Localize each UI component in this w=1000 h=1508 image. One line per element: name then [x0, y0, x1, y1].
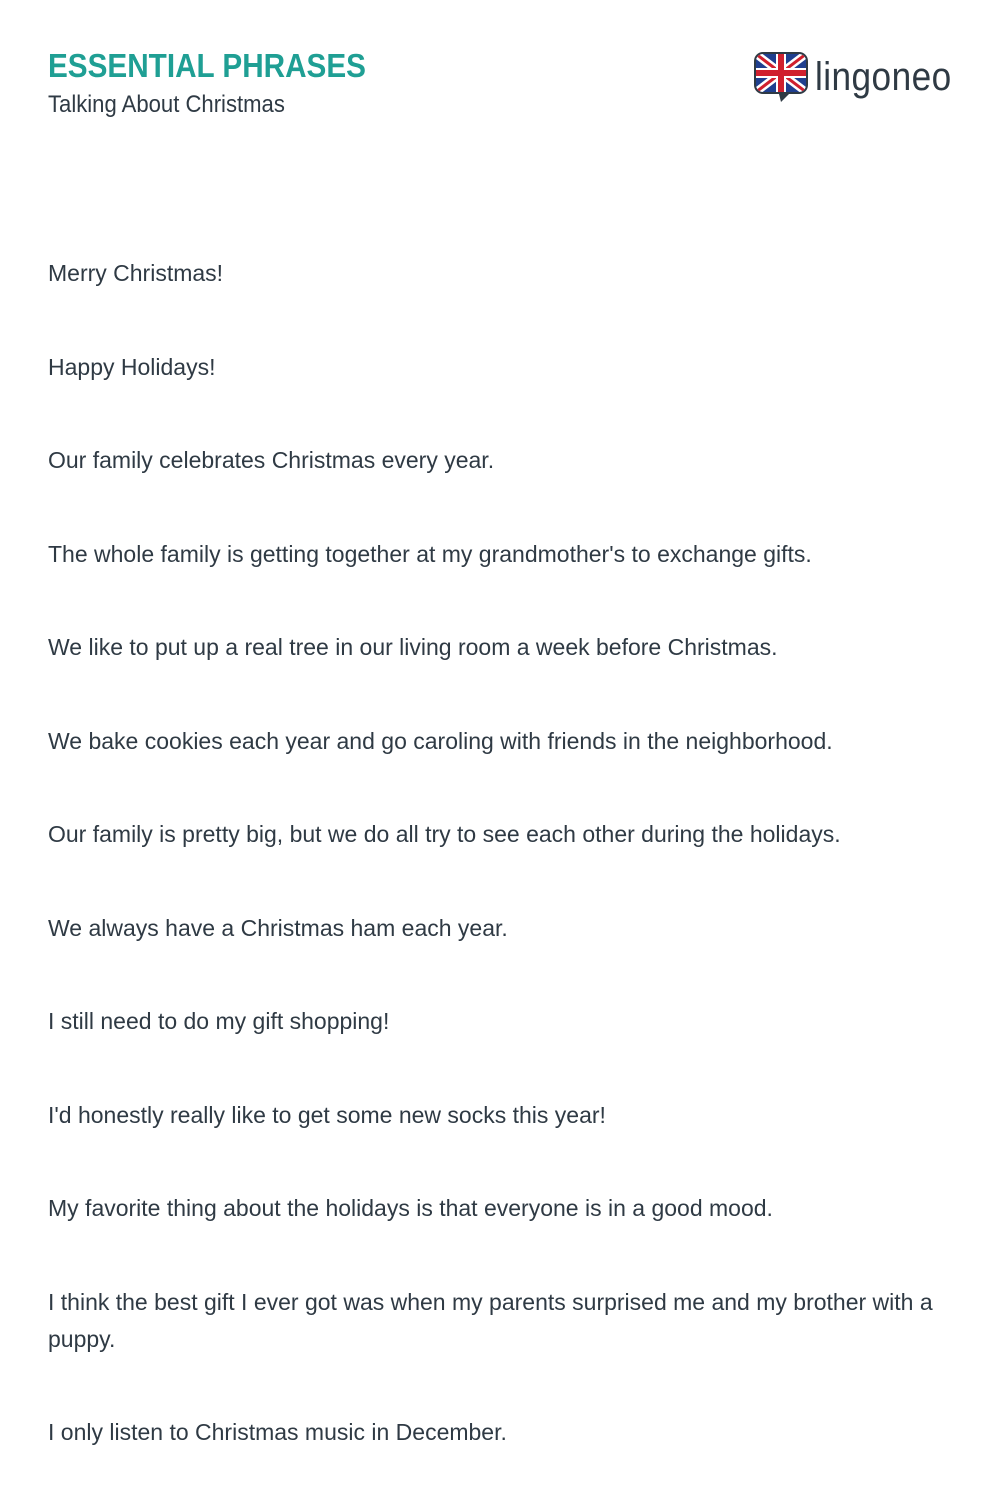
- phrase-item: The whole family is getting together at my grandmother's to exchange gifts.: [48, 540, 812, 567]
- lingoneo-logo: [753, 50, 952, 104]
- phrase-item: We always have a Christmas ham each year.: [48, 914, 508, 941]
- phrase-item: I think the best gift I ever got was when my parents surprised me and my brother with a puppy.: [48, 1288, 933, 1352]
- logo-text: lingoneo: [814, 55, 952, 99]
- phrase-item: Happy Holidays!: [48, 353, 216, 380]
- phrase-item: I still need to do my gift shopping!: [48, 1008, 390, 1034]
- phrase-item: Our family is pretty big, but we do all try to see each other during the holidays.: [48, 821, 841, 847]
- uk-flag-speech-bubble-icon: [753, 51, 809, 103]
- phrase-item: I only listen to Christmas music in December.: [48, 1419, 507, 1445]
- phrase-item: My favorite thing about the holidays is that everyone is in a good mood.: [48, 1195, 773, 1221]
- phrase-item: Our family celebrates Christmas every year.: [48, 447, 495, 473]
- phrase-item: I'd honestly really like to get some new socks this year!: [48, 1101, 606, 1128]
- phrase-item: We like to put up a real tree in our living room a week before Christmas.: [48, 634, 778, 660]
- page-subtitle: Talking About Christmas: [48, 91, 285, 118]
- phrase-item: We bake cookies each year and go caroling with friends in the neighborhood.: [48, 727, 833, 754]
- phrase-item: Merry Christmas!: [48, 260, 224, 286]
- phrase-list: [48, 255, 952, 1508]
- page-title: ESSENTIAL PHRASES: [48, 47, 366, 84]
